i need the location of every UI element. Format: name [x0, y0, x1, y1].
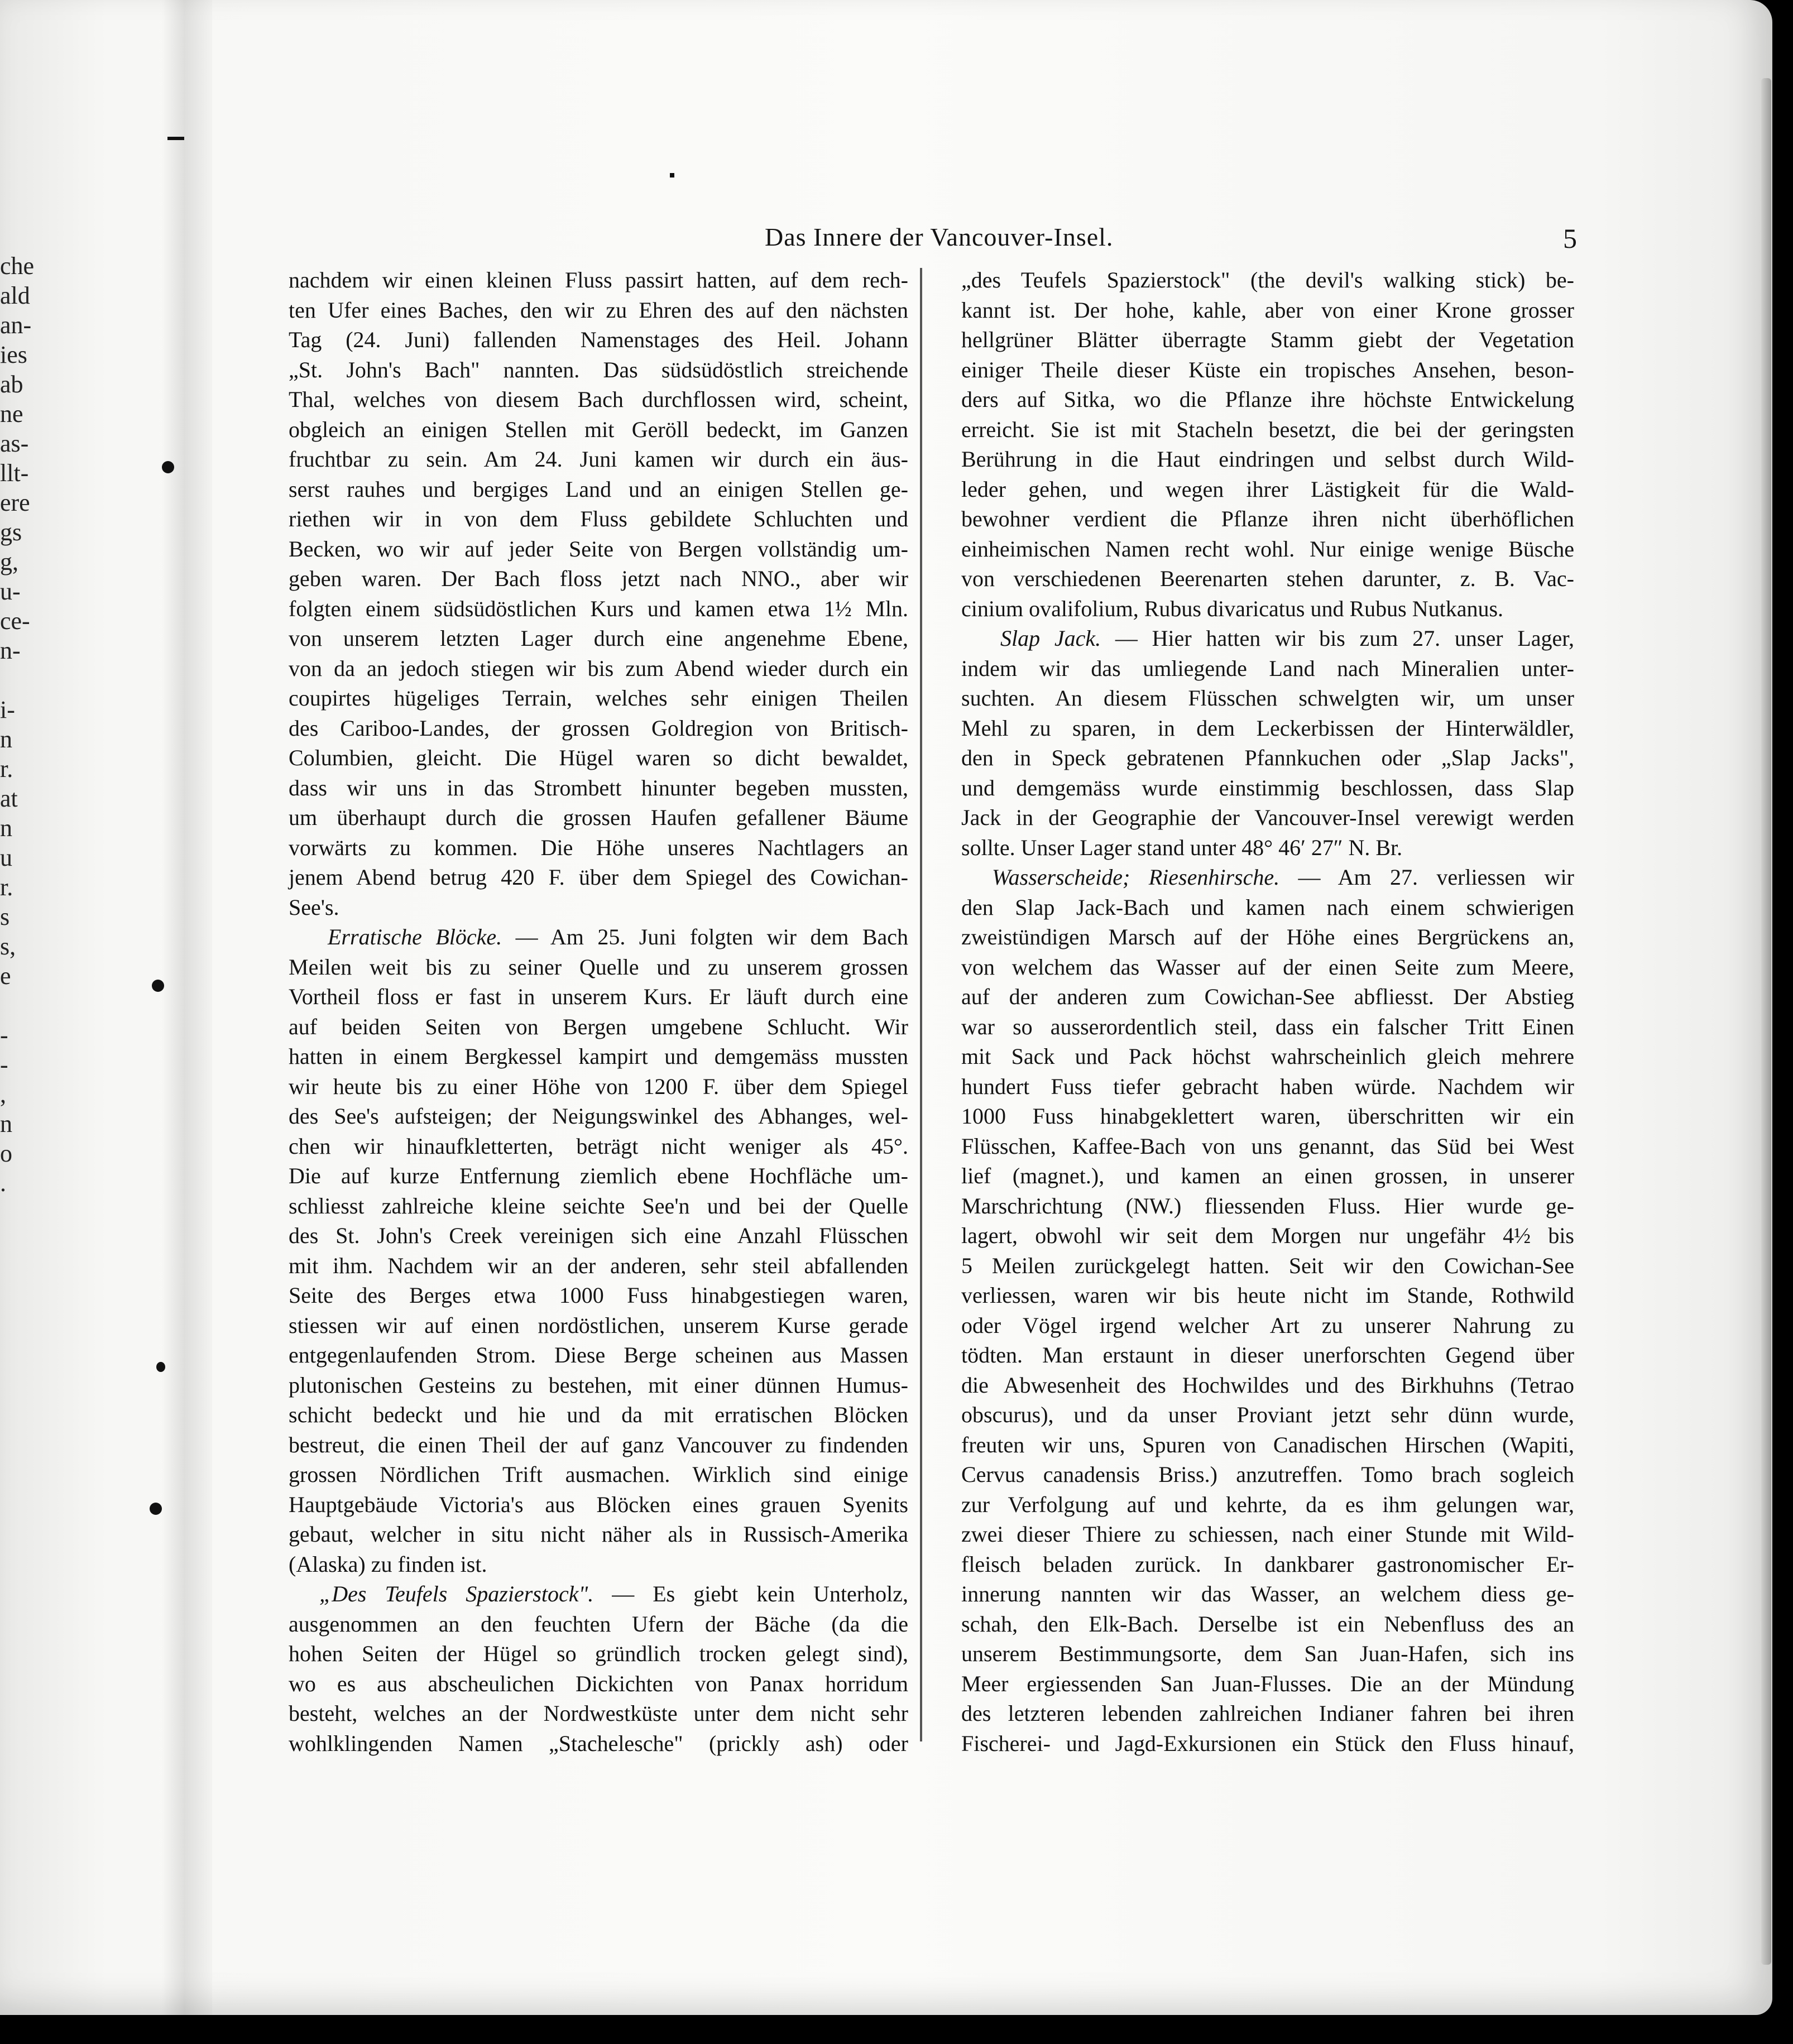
text-line: schicht bedeckt und hie und da mit erratischen Blöcken	[289, 1402, 908, 1427]
fragment-line: r.	[0, 874, 13, 901]
text-line: vorwärts zu kommen. Die Höhe unseres Nachtlagers an	[289, 834, 908, 860]
text-line: Becken, wo wir auf jeder Seite von Bergen vollständig um-	[289, 536, 908, 562]
text-line: serst rauhes und bergiges Land und an einigen Stellen ge-	[289, 476, 908, 502]
text-line: Meer ergiessenden San Juan-Flusses. Die an der Mündung	[961, 1671, 1574, 1696]
text-line: fruchtbar zu sein. Am 24. Juni kamen wir durch ein äus-	[289, 447, 908, 472]
text-line: Cervus canadensis Briss.) anzutreffen. Tomo brach sogleich	[961, 1462, 1574, 1487]
text-line	[961, 623, 1574, 654]
text-line: die Abwesenheit des Hochwildes und des Birkhuhns (Tetrao	[961, 1372, 1574, 1398]
fragment-line: n	[0, 726, 12, 753]
text-line: Flüsschen, Kaffee-Bach von uns genannt, das Süd bei West	[961, 1133, 1574, 1159]
text-line: von welchem das Wasser auf der einen Seite zum Meere,	[961, 954, 1574, 980]
binding-hole	[162, 461, 174, 473]
fragment-line: at	[0, 785, 18, 812]
fragment-line: an-	[0, 311, 32, 339]
scan-mark	[670, 173, 674, 177]
text-line: um überhaupt durch die grossen Haufen gefallener Bäume	[289, 805, 908, 830]
text-line: Fischerei- und Jagd-Exkursionen ein Stück den Fluss hinauf,	[961, 1730, 1574, 1756]
text-line: Hauptgebäude Victoria's aus Blöcken eines grauen Syenits	[289, 1491, 908, 1517]
text-line: hatten in einem Bergkessel kampirt und demgemäss mussten	[289, 1044, 908, 1069]
text-line: „des Teufels Spazierstock" (the devil's walking stick) be-	[961, 267, 1574, 292]
fragment-line: u-	[0, 578, 21, 605]
text-line: lagert, obwohl wir seit dem Morgen nur ungefähr 4½ bis	[961, 1223, 1574, 1248]
text-line: bewohner verdient die Pflanze ihren nicht überhöflichen	[961, 506, 1574, 531]
fragment-line: ere	[0, 489, 30, 516]
text-line: ders auf Sitka, wo die Pflanze ihre höchste Entwickelung	[961, 387, 1574, 412]
text-line: den Slap Jack-Bach und kamen nach einem schwierigen	[961, 894, 1574, 920]
fragment-line: n	[0, 1110, 12, 1138]
section-heading: Slap Jack.	[1000, 626, 1101, 651]
text-line: jenem Abend betrug 420 F. über dem Spiegel des Cowichan-	[289, 865, 908, 890]
text-line: Thal, welches von diesem Bach durchflossen wird, scheint,	[289, 387, 908, 412]
text-line: auf beiden Seiten von Bergen umgebene Schlucht. Wir	[289, 1014, 908, 1039]
fragment-line: s	[0, 903, 10, 930]
text-line: schah, den Elk-Bach. Derselbe ist ein Nebenfluss des an	[961, 1611, 1574, 1637]
text-line: schliesst zahlreiche kleine seichte See'n und bei der Quelle	[289, 1193, 908, 1218]
paragraph	[289, 1579, 908, 1758]
fragment-line	[0, 665, 61, 695]
text-line: hundert Fuss tiefer gebracht haben würde. Nachdem wir	[961, 1073, 1574, 1099]
left-column	[289, 265, 908, 1758]
paragraph-body	[289, 952, 908, 1580]
fragment-line: -	[0, 1051, 8, 1078]
fragment-line: r.	[0, 755, 13, 783]
fragment-line: o	[0, 1140, 12, 1167]
paragraph-body	[961, 654, 1574, 863]
text-line: Vortheil floss er fast in unserem Kurs. Er läuft durch eine	[289, 984, 908, 1009]
text-line: mit Sack und Pack höchst wahrscheinlich gleich mehrere	[961, 1044, 1574, 1069]
text-line: verliessen, waren wir bis heute nicht im Stande, Rothwild	[961, 1283, 1574, 1308]
text-line: suchten. An diesem Flüsschen schwelgten wir, um unser	[961, 685, 1574, 711]
text-line: hohen Seiten der Hügel so gründlich trocken gelegt sind),	[289, 1641, 908, 1666]
text-line: Columbien, gleicht. Die Hügel waren so dicht bewaldet,	[289, 745, 908, 770]
text-line	[289, 1579, 908, 1609]
text-line: cinium ovalifolium, Rubus divaricatus und Rubus Nutkanus.	[961, 596, 1504, 621]
section-heading: Erratische Blöcke.	[328, 924, 502, 949]
text-line: den in Speck gebratenen Pfannkuchen oder „Slap Jacks",	[961, 745, 1574, 770]
text-line: nachdem wir einen kleinen Fluss passirt hatten, auf dem rech-	[289, 267, 908, 292]
text-line: des letzteren lebenden zahlreichen Indianer fahren bei ihren	[961, 1701, 1574, 1726]
previous-page-fragments	[0, 251, 61, 1198]
text-line: zwei dieser Thiere zu schiessen, nach einer Stunde mit Wild-	[961, 1522, 1574, 1547]
text-line	[289, 922, 908, 952]
paragraph-body	[289, 1609, 908, 1759]
text-line: 1000 Fuss hinabgeklettert waren, überschritten wir ein	[961, 1103, 1574, 1129]
text-line: unserem Bestimmungsorte, dem San Juan-Hafen, sich ins	[961, 1641, 1574, 1666]
right-column	[961, 265, 1574, 1758]
text-line: erreicht. Sie ist mit Stacheln besetzt, die bei der geringsten	[961, 416, 1574, 442]
text-line: ausgenommen an den feuchten Ufern der Bäche (da die	[289, 1611, 908, 1637]
text-line: Meilen weit bis zu seiner Quelle und zu unserem grossen	[289, 954, 908, 980]
section-heading: Wasserscheide; Riesenhirsche.	[992, 865, 1280, 890]
fragment-line: che	[0, 252, 35, 280]
text-line: grossen Nördlichen Trift ausmachen. Wirklich sind einige	[289, 1462, 908, 1487]
text-line: fleisch beladen zurück. In dankbarer gastronomischer Er-	[961, 1551, 1574, 1577]
fragment-line: s,	[0, 933, 16, 960]
text-line: Mehl zu sparen, in dem Leckerbissen der Hinterwäldler,	[961, 715, 1574, 741]
text-line: kannt ist. Der hohe, kahle, aber von einer Krone grosser	[961, 297, 1574, 323]
paragraph	[961, 265, 1574, 623]
text-run: — Am 25. Juni folgten wir dem Bach	[502, 924, 908, 949]
fragment-line: n	[0, 814, 12, 842]
text-line: (Alaska) zu finden ist.	[289, 1551, 487, 1577]
text-line: von unserem letzten Lager durch eine angenehme Ebene,	[289, 626, 908, 651]
binding-hole	[150, 1503, 162, 1515]
binding-hole	[156, 1362, 165, 1372]
text-line: oder Vögel irgend welcher Art zu unserer Nahrung zu	[961, 1312, 1574, 1338]
page-edge	[1761, 78, 1771, 1965]
paragraph	[289, 922, 908, 1579]
text-line: sollte. Unser Lager stand unter 48° 46′ 27″ N. Br.	[961, 834, 1403, 860]
paragraph-body	[961, 893, 1574, 1759]
text-line: innerung nannten wir das Wasser, an welchem diess ge-	[961, 1581, 1574, 1606]
text-line: Tag (24. Juni) fallenden Namenstages des Heil. Johann	[289, 327, 908, 352]
fragment-line: e	[0, 962, 11, 990]
text-line: lief (magnet.), und kamen an einen grossen, in unserer	[961, 1163, 1574, 1188]
text-line: freuten wir uns, Spuren von Canadischen Hirschen (Wapiti,	[961, 1432, 1574, 1457]
text-line: gebaut, welcher in situ nicht näher als in Russisch-Amerika	[289, 1522, 908, 1547]
text-line: obgleich an einigen Stellen mit Geröll bedeckt, im Ganzen	[289, 416, 908, 442]
fragment-line: .	[0, 1169, 6, 1197]
column-divider	[920, 268, 922, 1741]
text-line: plutonischen Gesteins zu bestehen, mit einer dünnen Humus-	[289, 1372, 908, 1398]
text-line: riethen wir in von dem Fluss gebildete Schluchten und	[289, 506, 908, 531]
text-line: des See's aufsteigen; der Neigungswinkel des Abhanges, wel-	[289, 1103, 908, 1129]
text-run: — Am 27. verliessen wir	[1279, 865, 1574, 890]
fragment-line	[0, 991, 61, 1020]
page-number: 5	[1563, 223, 1577, 254]
text-line: folgten einem südsüdöstlichen Kurs und kamen etwa 1½ Mln.	[289, 596, 908, 621]
text-line: 5 Meilen zurückgelegt hatten. Seit wir den Cowichan-See	[961, 1253, 1574, 1278]
text-line: wir heute bis zu einer Höhe von 1200 F. über dem Spiegel	[289, 1073, 908, 1099]
text-line: Die auf kurze Entfernung ziemlich ebene Hochfläche um-	[289, 1163, 908, 1188]
text-line: hellgrüner Blätter überragte Stamm giebt der Vegetation	[961, 327, 1574, 352]
text-line: „St. John's Bach" nannten. Das südsüdöstlich streichende	[289, 357, 908, 382]
text-line: dass wir uns in das Strombett hinunter begeben mussten,	[289, 775, 908, 800]
running-header: Das Innere der Vancouver-Insel.	[765, 223, 1114, 251]
text-run: — Es giebt kein Unterholz,	[593, 1581, 908, 1606]
paragraph	[289, 265, 908, 922]
text-line: ten Ufer eines Baches, den wir zu Ehren des auf den nächsten	[289, 297, 908, 323]
text-line: zweistündigen Marsch auf der Höhe eines Bergrückens an,	[961, 924, 1574, 949]
fragment-line: as-	[0, 430, 29, 457]
fragment-line: ce-	[0, 607, 30, 635]
text-line: von da an jedoch stiegen wir bis zum Abend wieder durch ein	[289, 655, 908, 681]
text-line: besteht, welches an der Nordwestküste unter dem nicht sehr	[289, 1701, 908, 1726]
fragment-line: g,	[0, 548, 18, 575]
text-line: einheimischen Namen recht wohl. Nur einige wenige Büsche	[961, 536, 1574, 562]
text-line: indem wir das umliegende Land nach Mineralien unter-	[961, 655, 1574, 681]
text-line: Seite des Berges etwa 1000 Fuss hinabgestiegen waren,	[289, 1283, 908, 1308]
fragment-line: gs	[0, 519, 22, 546]
paragraph	[961, 862, 1574, 1758]
text-line: Jack in der Geographie der Vancouver-Insel verewigt werden	[961, 805, 1574, 830]
text-line: war so ausserordentlich steil, dass ein falscher Tritt Einen	[961, 1014, 1574, 1039]
paragraph	[961, 623, 1574, 862]
text-line: mit ihm. Nachdem wir an der anderen, sehr steil abfallenden	[289, 1253, 908, 1278]
text-line	[961, 862, 1574, 893]
text-line: coupirtes hügeliges Terrain, welches sehr einigen Theilen	[289, 685, 908, 711]
text-line: Berührung in die Haut eindringen und selbst durch Wild-	[961, 447, 1574, 472]
fragment-line: ald	[0, 282, 30, 309]
text-line: Marschrichtung (NW.) fliessenden Fluss. Hier wurde ge-	[961, 1193, 1574, 1218]
text-line: auf der anderen zum Cowichan-See abfliesst. Der Abstieg	[961, 984, 1574, 1009]
text-run: — Hier hatten wir bis zum 27. unser Lager,	[1101, 626, 1574, 651]
book-gutter	[162, 0, 212, 2015]
text-line: einiger Theile dieser Küste ein tropisches Ansehen, beson-	[961, 357, 1574, 382]
fragment-line: -	[0, 1021, 8, 1049]
text-line: leder gehen, und wegen ihrer Lästigkeit für die Wald-	[961, 476, 1574, 502]
text-line: bestreut, die einen Theil der auf ganz Vancouver zu findenden	[289, 1432, 908, 1457]
text-line: entgegenlaufenden Strom. Diese Berge scheinen aus Massen	[289, 1342, 908, 1368]
binding-hole	[152, 980, 164, 992]
text-line: des Cariboo-Landes, der grossen Goldregion von Britisch-	[289, 715, 908, 741]
fragment-line: llt-	[0, 459, 29, 487]
fragment-line: u	[0, 844, 12, 871]
fragment-line: n-	[0, 637, 21, 664]
fragment-line: ies	[0, 341, 27, 368]
text-line: zur Verfolgung auf und kehrte, da es ihm gelungen war,	[961, 1491, 1574, 1517]
text-line: und demgemäss wurde einstimmig beschlossen, dass Slap	[961, 775, 1574, 800]
text-line: obscurus), und da unser Proviant jetzt sehr dünn wurde,	[961, 1402, 1574, 1427]
text-line: chen wir hinaufkletterten, beträgt nicht weniger als 45°.	[289, 1133, 908, 1159]
text-line: geben waren. Der Bach floss jetzt nach NNO., aber wir	[289, 566, 908, 591]
text-line: stiessen wir auf einen nordöstlichen, unserem Kurse gerade	[289, 1312, 908, 1338]
text-line: See's.	[289, 894, 339, 920]
fragment-line: i-	[0, 696, 15, 723]
fragment-line: ab	[0, 371, 23, 398]
fragment-line: ,	[0, 1081, 6, 1108]
text-line: von verschiedenen Beerenarten stehen darunter, z. B. Vac-	[961, 566, 1574, 591]
text-line: des St. John's Creek vereinigen sich eine Anzahl Flüsschen	[289, 1223, 908, 1248]
section-heading: „Des Teufels Spazierstock".	[319, 1581, 594, 1606]
scan-mark	[167, 137, 184, 140]
text-line: tödten. Man erstaunt in dieser unerforschten Gegend über	[961, 1342, 1574, 1368]
fragment-line: ne	[0, 400, 23, 428]
text-line: wo es aus abscheulichen Dickichten von Panax horridum	[289, 1671, 908, 1696]
text-line: wohlklingenden Namen „Stachelesche" (prickly ash) oder	[289, 1730, 908, 1756]
